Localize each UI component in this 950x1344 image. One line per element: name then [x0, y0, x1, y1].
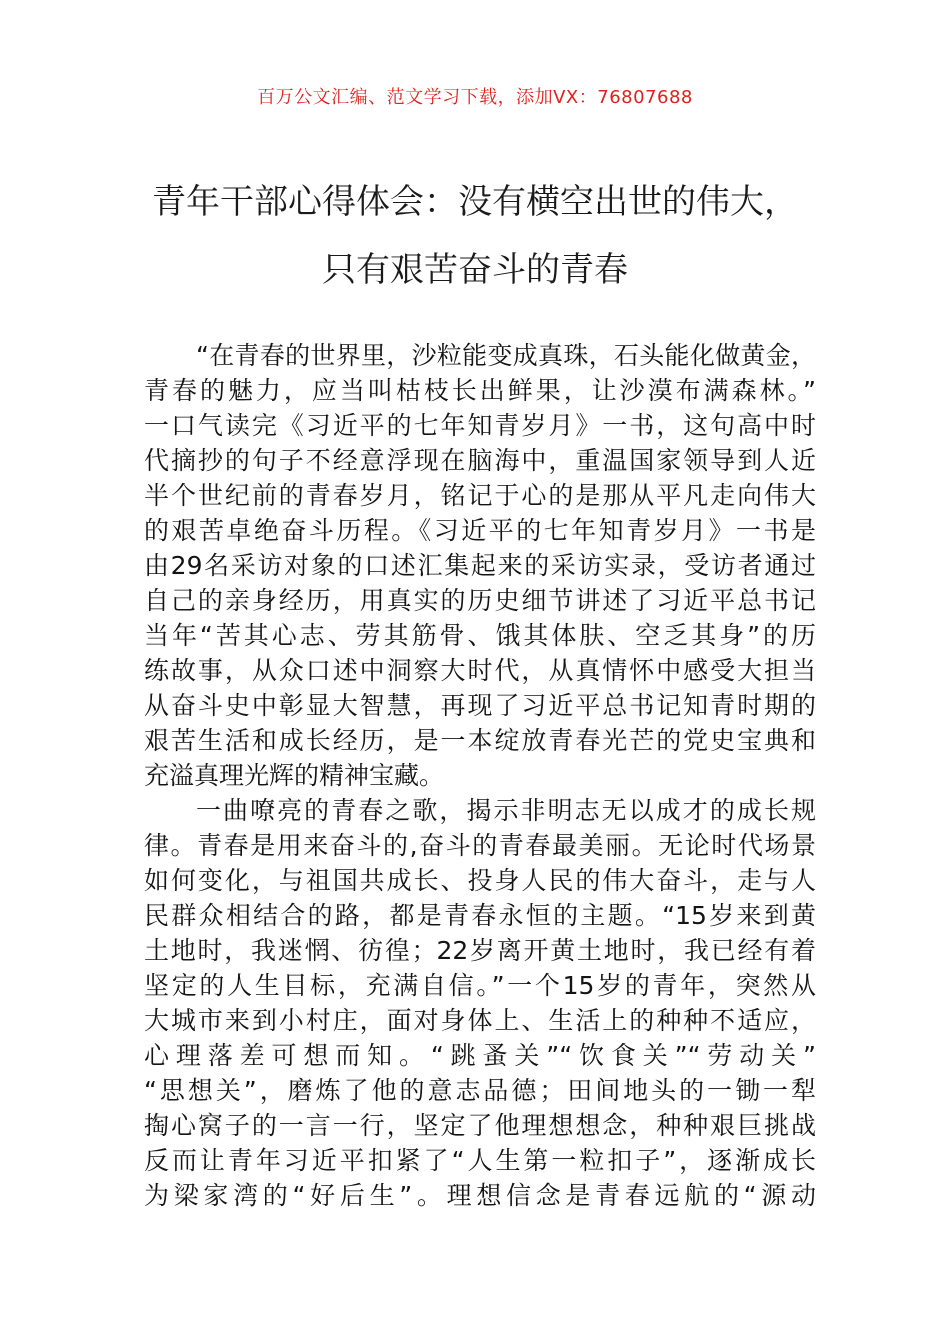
text-line: 大城市来到小村庄，面对身体上、生活上的种种不适应， — [144, 1006, 816, 1035]
text-line: 坚定的人生目标，充满自信。”一个15岁的青年，突然从 — [144, 971, 816, 1000]
paragraph-1 — [144, 338, 816, 793]
text-line: 当年“苦其心志、劳其筋骨、饿其体肤、空乏其身”的历 — [144, 621, 816, 650]
text-line: 半个世纪前的青春岁月，铭记于心的是那从平凡走向伟大 — [144, 481, 816, 510]
text-line: 自己的亲身经历，用真实的历史细节讲述了习近平总书记 — [144, 586, 816, 615]
text-line: 练故事，从众口述中洞察大时代，从真情怀中感受大担当 — [144, 656, 816, 685]
text-line: 土地时，我迷惘、彷徨；22岁离开黄土地时，我已经有着 — [144, 936, 816, 965]
text-line: 艰苦生活和成长经历，是一本绽放青春光芒的党史宝典和 — [144, 726, 816, 755]
text-line: 一口气读完《习近平的七年知青岁月》一书，这句高中时 — [144, 411, 816, 440]
text-line: 由29名采访对象的口述汇集起来的采访实录，受访者通过 — [144, 551, 816, 580]
paragraph-2 — [144, 793, 816, 1213]
text-line: 民群众相结合的路，都是青春永恒的主题。“15岁来到黄 — [144, 901, 816, 930]
text-line: 充溢真理光辉的精神宝藏。 — [144, 761, 445, 790]
text-line: 从奋斗史中彰显大智慧，再现了习近平总书记知青时期的 — [144, 691, 816, 720]
text-line: 反而让青年习近平扣紧了“人生第一粒扣子”，逐渐成长 — [144, 1146, 816, 1175]
text-line: 如何变化，与祖国共成长、投身人民的伟大奋斗，走与人 — [144, 866, 816, 895]
text-line: 青春的魅力，应当叫枯枝长出鲜果，让沙漠布满森林。” — [144, 376, 816, 405]
text-line: 为梁家湾的“好后生”。理想信念是青春远航的“源动 — [144, 1181, 816, 1210]
header-note: 百万公文汇编、范文学习下载，添加VX：76807688 — [257, 87, 693, 108]
text-line: “在青春的世界里，沙粒能变成真珠，石头能化做黄金， — [196, 341, 816, 370]
page-title-line-2: 只有艰苦奋斗的青春 — [322, 250, 628, 290]
text-line: 的艰苦卓绝奋斗历程。《习近平的七年知青岁月》一书是 — [144, 516, 816, 545]
text-line: 律。青春是用来奋斗的,奋斗的青春最美丽。无论时代场景 — [144, 831, 816, 860]
text-line: 代摘抄的句子不经意浮现在脑海中，重温国家领导到人近 — [144, 446, 816, 475]
text-line: 掏心窝子的一言一行，坚定了他理想想念，种种艰巨挑战 — [144, 1111, 816, 1140]
text-line: “思想关”，磨炼了他的意志品德；田间地头的一锄一犁 — [144, 1076, 816, 1105]
page-title-line-1: 青年干部心得体会：没有横空出世的伟大， — [152, 182, 798, 222]
text-line: 一曲嘹亮的青春之歌，揭示非明志无以成才的成长规 — [196, 796, 816, 825]
article-body — [144, 338, 816, 1213]
text-line: 心理落差可想而知。“跳蚤关”“饮食关”“劳动关” — [144, 1041, 816, 1070]
